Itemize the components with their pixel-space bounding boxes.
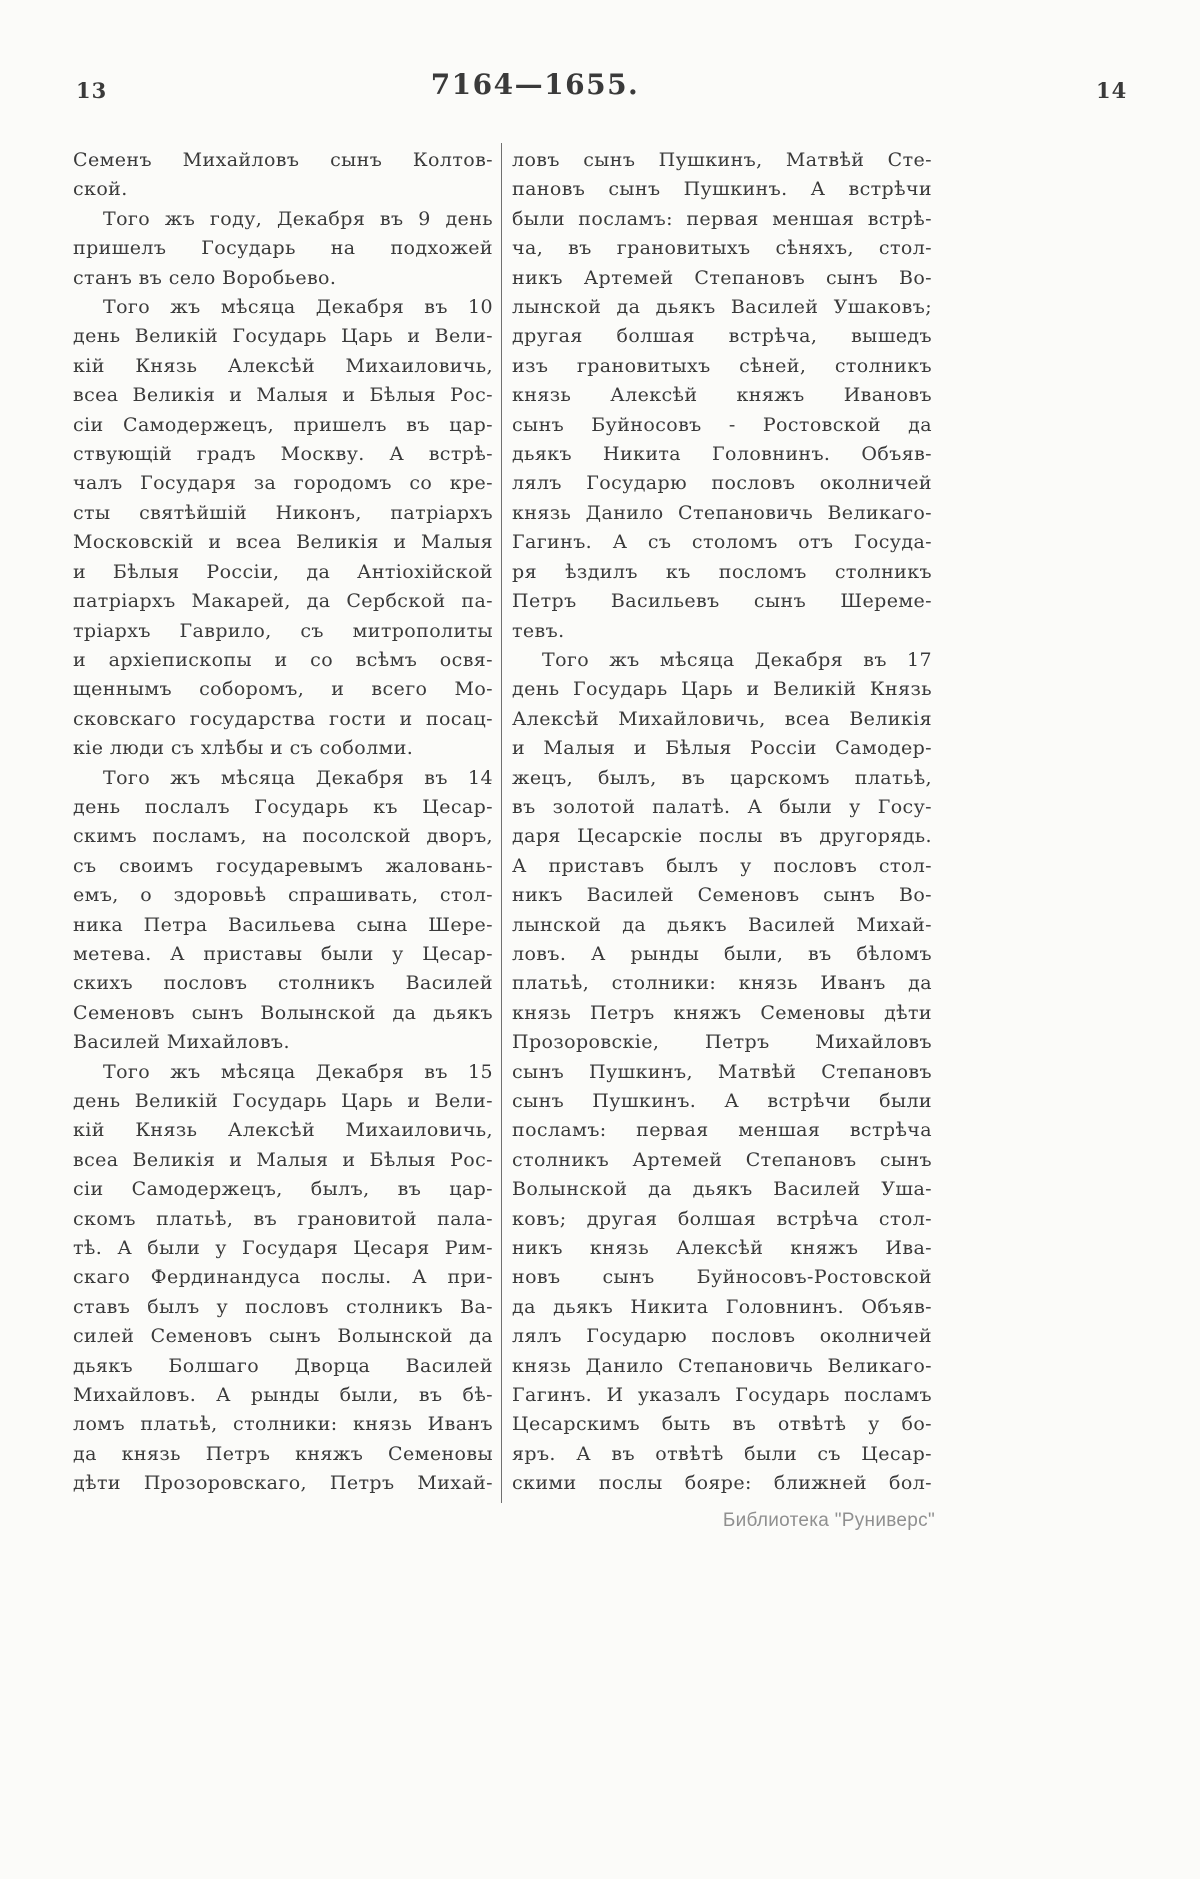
text-line: лынской да дьякъ Василей Ушаковъ; (512, 296, 932, 319)
page-number-right: 14 (1096, 78, 1128, 103)
text-line: ника Петра Васильева сына Шере- (73, 913, 493, 936)
text-line: да князь Петръ княжъ Семеновы (73, 1442, 493, 1465)
text-line: Того жъ мѣсяца Декабря въ 10 (103, 296, 493, 319)
text-line: день Великій Государь Царь и Вели- (73, 325, 493, 348)
library-watermark: Библиотека "Руниверс" (722, 1510, 935, 1531)
text-line: тѣ. А были у Государя Цесаря Рим- (73, 1237, 493, 1260)
column-divider (501, 143, 502, 1503)
text-line: ской. (73, 178, 128, 201)
text-line: и архіепископы и со всѣмъ освя- (73, 648, 493, 671)
paragraph (73, 205, 493, 293)
left-column (73, 146, 493, 1499)
text-line: Того жъ мѣсяца Декабря въ 15 (103, 1060, 493, 1083)
text-line: ствующій градъ Москву. А встрѣ- (73, 443, 493, 466)
text-line: скимъ посламъ, на посолской дворъ, (73, 825, 493, 848)
text-line: были посламъ: первая меншая встрѣ- (512, 207, 932, 230)
text-line: ломъ платьѣ, столники: князь Иванъ (73, 1413, 493, 1436)
text-line: дьякъ Болшаго Дворца Василей (73, 1354, 493, 1377)
text-line: Петръ Васильевъ сынъ Шереме- (512, 590, 932, 613)
text-line: посламъ: первая меншая встрѣча (512, 1119, 932, 1142)
text-line: емъ, о здоровьѣ спрашивать, стол- (73, 884, 493, 907)
text-line: съ своимъ государевымъ жаловань- (73, 854, 493, 877)
text-line: князь Петръ княжъ Семеновы дѣти (512, 1001, 932, 1024)
text-line: сынъ Пушкинъ. А встрѣчи были (512, 1090, 932, 1112)
text-line: Алексѣй Михайловичь, всеа Великія (512, 707, 932, 730)
text-line: патріархъ Макарей, да Сербской па- (73, 590, 493, 613)
text-line: сіи Самодержецъ, былъ, въ цар- (73, 1178, 493, 1201)
text-line: никъ Артемей Степановъ сынъ Во- (512, 266, 932, 289)
text-line: щеннымъ соборомъ, и всего Мо- (73, 678, 493, 701)
text-line: ча, въ грановитыхъ сѣняхъ, стол- (512, 237, 932, 260)
text-line: чалъ Государя за городомъ со кре- (73, 472, 493, 495)
text-line: кіе люди съ хлѣбы и съ соболми. (73, 737, 414, 760)
text-line: даря Цесарскіе послы въ другорядь. (512, 825, 932, 848)
text-line: дьякъ Никита Головнинъ. Объяв- (512, 443, 932, 466)
text-line: тріархъ Гаврило, съ митрополиты (73, 619, 493, 642)
text-line: Гагинъ. И указалъ Государь посламъ (512, 1384, 932, 1407)
text-line: лялъ Государю пословъ околничей (512, 472, 932, 495)
text-line: сынъ Пушкинъ, Матвѣй Степановъ (512, 1060, 932, 1083)
text-line: новъ сынъ Буйносовъ-Ростовской (512, 1266, 932, 1289)
text-line: яръ. А въ отвѣтѣ были съ Цесар- (512, 1442, 932, 1465)
text-line: жецъ, былъ, въ царскомъ платьѣ, (512, 766, 932, 789)
text-line: Того жъ мѣсяца Декабря въ 17 (542, 648, 932, 671)
text-line: пановъ сынъ Пушкинъ. А встрѣчи (512, 178, 932, 201)
text-line: другая болшая встрѣча, вышедъ (512, 325, 932, 348)
text-line: изъ грановитыхъ сѣней, столникъ (512, 354, 932, 377)
text-line: и Бѣлыя Россіи, да Антіохійской (73, 560, 493, 583)
text-line: всеа Великія и Малыя и Бѣлыя Рос- (73, 1148, 493, 1171)
text-line: А приставъ былъ у пословъ стол- (512, 854, 932, 877)
paragraph (73, 293, 493, 764)
text-line: князь Алексѣй княжъ Ивановъ (512, 384, 932, 407)
text-line: день Государь Царь и Великій Князь (512, 678, 932, 701)
text-line: лынской да дьякъ Василей Михай- (512, 913, 932, 936)
text-line: сынъ Буйносовъ - Ростовской да (512, 413, 932, 436)
text-line: Того жъ году, Декабря въ 9 день (103, 207, 493, 230)
text-line: Семеновъ сынъ Волынской да дьякъ (73, 1001, 493, 1024)
page-title: 7164—1655. (430, 68, 640, 101)
text-line: князь Данило Степановичь Великаго- (512, 501, 932, 524)
paragraph (512, 146, 932, 646)
paragraph (73, 1058, 493, 1499)
text-line: Гагинъ. А съ столомъ отъ Госуда- (512, 531, 932, 554)
text-line: да дьякъ Никита Головнинъ. Объяв- (512, 1295, 932, 1318)
text-line: пришелъ Государь на подхожей (73, 237, 493, 260)
text-line: платьѣ, столники: князь Иванъ да (512, 972, 932, 995)
text-line: метева. А приставы были у Цесар- (73, 942, 493, 965)
page-number-left: 13 (76, 78, 108, 103)
text-line: силей Семеновъ сынъ Волынской да (73, 1325, 493, 1348)
text-line: дѣти Прозоровскаго, Петръ Михай- (73, 1472, 493, 1495)
text-line: Василей Михайловъ. (73, 1031, 290, 1054)
text-line: Михайловъ. А рынды были, въ бѣ- (73, 1384, 493, 1407)
text-line: ловъ. А рынды были, въ бѣломъ (512, 942, 932, 965)
text-line: скомъ платьѣ, въ грановитой пала- (73, 1207, 493, 1230)
text-line: кій Князь Алексѣй Михаиловичь, (73, 354, 493, 377)
text-line: ставъ былъ у пословъ столникъ Ва- (73, 1295, 493, 1318)
text-line: никъ князь Алексѣй княжъ Ива- (512, 1237, 932, 1260)
text-line: въ золотой палатѣ. А были у Госу- (512, 795, 932, 818)
text-line: сты святѣйшій Никонъ, патріархъ (73, 501, 493, 524)
text-line: Московскій и всеа Великія и Малыя (73, 531, 493, 554)
text-line: Волынской да дьякъ Василей Уша- (512, 1178, 932, 1201)
paragraph (512, 646, 932, 1499)
text-line: сіи Самодержецъ, пришелъ въ цар- (73, 413, 493, 436)
text-line: день послалъ Государь къ Цесар- (73, 795, 493, 818)
text-line: ря ѣздилъ къ посломъ столникъ (512, 560, 932, 583)
text-line: Прозоровскіе, Петръ Михайловъ (512, 1031, 932, 1054)
text-line: и Малыя и Бѣлыя Россіи Самодер- (512, 737, 932, 760)
text-line: Того жъ мѣсяца Декабря въ 14 (103, 766, 493, 789)
text-line: Цесарскимъ быть въ отвѣтѣ у бо- (512, 1413, 932, 1436)
text-line: тевъ. (512, 619, 565, 642)
paragraph (73, 146, 493, 205)
text-line: сковскаго государства гости и посац- (73, 707, 493, 730)
text-line: скихъ пословъ столникъ Василей (73, 972, 493, 995)
text-line: князь Данило Степановичь Великаго- (512, 1354, 932, 1377)
text-line: никъ Василей Семеновъ сынъ Во- (512, 884, 932, 907)
text-line: столникъ Артемей Степановъ сынъ (512, 1148, 932, 1171)
text-line: кій Князь Алексѣй Михаиловичь, (73, 1119, 493, 1142)
paragraph (73, 764, 493, 1058)
right-column (512, 146, 932, 1499)
text-line: всеа Великія и Малыя и Бѣлыя Рос- (73, 384, 493, 407)
text-line: скими послы бояре: ближней бол- (512, 1472, 932, 1495)
text-line: лялъ Государю пословъ околничей (512, 1325, 932, 1348)
text-line: Семенъ Михайловъ сынъ Колтов- (73, 149, 493, 171)
text-line: день Великій Государь Царь и Вели- (73, 1090, 493, 1112)
text-line: скаго Фердинандуса послы. А при- (73, 1266, 493, 1289)
text-line: ковъ; другая болшая встрѣча стол- (512, 1207, 932, 1230)
text-line: станъ въ село Воробьево. (73, 266, 337, 289)
text-line: ловъ сынъ Пушкинъ, Матвѣй Сте- (512, 149, 932, 171)
